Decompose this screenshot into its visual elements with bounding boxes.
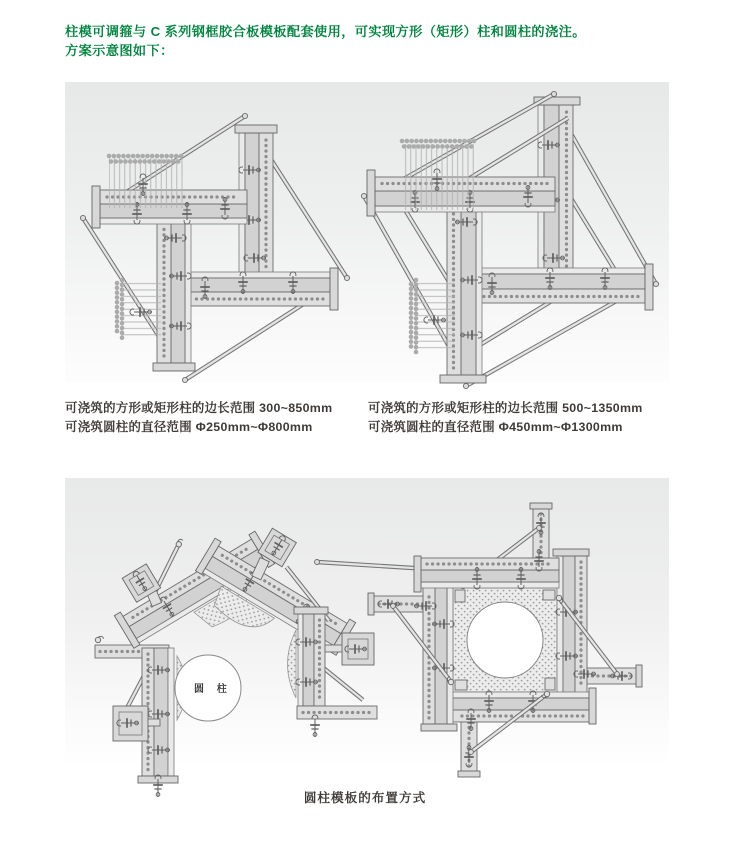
range-caption-left — [65, 399, 332, 436]
square-formwork-diagrams — [65, 82, 669, 394]
caption-left-line1: 可浇筑的方形或矩形柱的边长范围 300~850mm — [65, 401, 333, 415]
large-square-column-diagram — [361, 91, 658, 388]
intro-text — [65, 23, 695, 60]
tie-rod-comb-vertical — [109, 156, 183, 208]
caption-right-line1: 可浇筑的方形或矩形柱的边长范围 500~1350mm — [368, 401, 643, 415]
tie-rod-comb-horizontal-2 — [411, 280, 455, 352]
tie-rod-comb-horizontal — [117, 280, 161, 338]
range-caption-right — [368, 399, 643, 436]
column-label: 圆 柱 — [194, 684, 232, 695]
caption-left-line2: 可浇筑圆柱的直径范围 Φ250mm~Φ800mm — [65, 419, 313, 434]
intro-text-line1: 柱模可调箍与 C 系列钢框胶合板模板配套使用，可实现方形（矩形）柱和圆柱的浇注。 — [65, 24, 586, 39]
round-formwork-caption: 圆柱模板的布置方式 — [303, 791, 427, 805]
assembled-round-column-diagram — [368, 503, 642, 777]
exploded-round-column-diagram — [95, 504, 451, 797]
intro-text-line2: 方案示意图如下： — [65, 42, 174, 58]
small-square-column-diagram — [80, 113, 349, 382]
tie-rod-comb-vertical-2 — [402, 141, 477, 210]
caption-right-line2: 可浇筑圆柱的直径范围 Φ450mm~Φ1300mm — [368, 419, 623, 434]
round-formwork-diagrams — [65, 478, 669, 794]
